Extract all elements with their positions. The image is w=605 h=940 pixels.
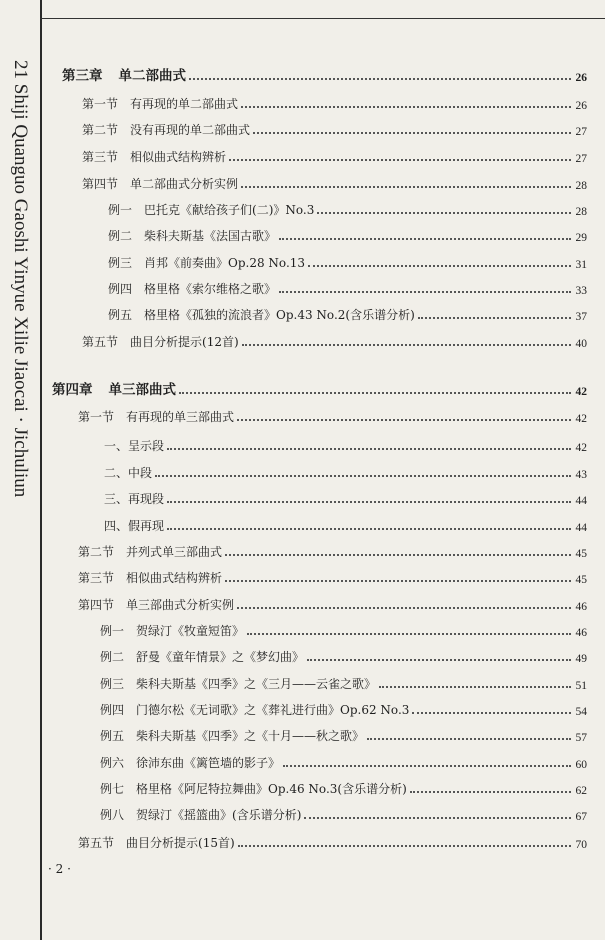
- toc-entry-number: 第二节: [82, 123, 119, 137]
- page-number: · 2 ·: [48, 862, 71, 876]
- toc-entry-section: [82, 118, 587, 138]
- toc-entry-number: 例四: [108, 282, 133, 296]
- toc-entry-title: 中段: [128, 466, 153, 480]
- toc-entry-title: 巴托克《献给孩子们(二)》No.3: [144, 203, 315, 217]
- toc-entry-page: 44: [575, 522, 587, 534]
- toc-entry-title: 格里格《索尔维格之歌》: [144, 282, 277, 296]
- toc-entry-title: 单三部曲式分析实例: [126, 598, 235, 612]
- toc-entry-example: [100, 619, 587, 639]
- toc-entry-page: 37: [575, 311, 587, 323]
- toc-entry-example: [108, 224, 587, 244]
- toc-entry-sub: [104, 514, 587, 534]
- toc-entry-number: 第三节: [78, 571, 115, 585]
- toc-entry-section: [82, 145, 587, 165]
- dot-leader: [283, 764, 571, 767]
- toc-entry-page: 40: [575, 338, 587, 350]
- toc-entry-number: 第五节: [82, 335, 119, 349]
- toc-entry-number: 例六: [100, 756, 125, 770]
- toc-entry-title: 并列式单三部曲式: [126, 545, 223, 559]
- toc-entry-page: 42: [575, 413, 587, 425]
- toc-entry-example: [100, 645, 587, 665]
- toc-entry-page: 42: [575, 442, 587, 454]
- toc-entry-page: 28: [575, 206, 587, 218]
- toc-entry-section: [78, 566, 587, 586]
- toc-entry-number: 第四节: [82, 177, 119, 191]
- dot-leader: [237, 606, 571, 609]
- toc-entry-number: 二、: [104, 466, 129, 480]
- toc-entry-number: 三、: [104, 492, 129, 506]
- dot-leader: [379, 685, 571, 688]
- toc-entry-page: 42: [575, 386, 587, 398]
- dot-leader: [179, 391, 571, 394]
- dot-leader: [242, 343, 571, 346]
- toc-entry-number: 第一节: [78, 410, 115, 424]
- toc-entry-title: 相似曲式结构辨析: [126, 571, 223, 585]
- series-spine-title: 21 Shiji Quanguo Gaoshi Yinyue Xilie Jiaocai · Jichuliun: [10, 60, 31, 498]
- toc-entry-example: [100, 777, 587, 797]
- dot-leader: [367, 737, 571, 740]
- toc-entry-example: [100, 751, 587, 771]
- toc-entry-page: 54: [575, 706, 587, 718]
- toc-entry-section: [78, 405, 587, 425]
- toc-entry-page: 33: [575, 285, 587, 297]
- toc-entry-title: 徐沛东曲《篱笆墙的影子》: [136, 756, 281, 770]
- toc-entry-example: [108, 303, 587, 323]
- dot-leader: [304, 816, 571, 819]
- toc-entry-number: 例八: [100, 808, 125, 822]
- dot-leader: [279, 290, 571, 293]
- toc-entry-section: [82, 92, 587, 112]
- toc-entry-title: 单三部曲式: [108, 382, 176, 398]
- dot-leader: [412, 711, 571, 714]
- dot-leader: [410, 790, 571, 793]
- toc-entry-title: 相似曲式结构辨析: [130, 150, 227, 164]
- dot-leader: [307, 658, 571, 661]
- toc-entry-page: 51: [575, 680, 587, 692]
- toc-entry-page: 29: [575, 232, 587, 244]
- toc-entry-page: 44: [575, 495, 587, 507]
- toc-entry-number: 例五: [108, 308, 133, 322]
- toc-entry-title: 门德尔松《无词歌》之《葬礼进行曲》Op.62 No.3: [136, 703, 410, 717]
- toc-entry-number: 例七: [100, 782, 125, 796]
- toc-entry-sub: [104, 434, 587, 454]
- toc-entry-title: 柴科夫斯基《四季》之《十月——秋之歌》: [136, 729, 365, 743]
- margin-rule: [40, 0, 42, 940]
- toc-entry-title: 再现段: [128, 492, 165, 506]
- dot-leader: [279, 237, 571, 240]
- toc-entry-page: 45: [575, 548, 587, 560]
- toc-entry-sub: [104, 461, 587, 481]
- toc-entry-chapter: [62, 64, 587, 84]
- toc-entry-page: 31: [575, 259, 587, 271]
- toc-entry-page: 43: [575, 469, 587, 481]
- toc-entry-example: [100, 803, 587, 823]
- toc-entry-page: 45: [575, 574, 587, 586]
- toc-entry-number: 例四: [100, 703, 125, 717]
- toc-entry-sub: [104, 487, 587, 507]
- top-rule: [40, 18, 605, 19]
- toc-entry-page: 67: [575, 811, 587, 823]
- toc-entry-example: [100, 698, 587, 718]
- toc-entry-title: 舒曼《童年情景》之《梦幻曲》: [136, 650, 305, 664]
- dot-leader: [167, 527, 571, 530]
- toc-entry-example: [108, 198, 587, 218]
- toc-entry-page: 60: [575, 759, 587, 771]
- toc-entry-example: [108, 251, 587, 271]
- toc-entry-page: 26: [575, 100, 587, 112]
- dot-leader: [317, 211, 571, 214]
- toc-entry-number: 第五节: [78, 836, 115, 850]
- dot-leader: [225, 553, 571, 556]
- toc-entry-title: 单二部曲式: [118, 68, 186, 84]
- toc-entry-title: 曲目分析提示(12首): [130, 335, 239, 349]
- dot-leader: [241, 105, 571, 108]
- toc-entry-title: 有再现的单三部曲式: [126, 410, 235, 424]
- toc-entry-number: 第三章: [62, 68, 103, 84]
- dot-leader: [418, 316, 571, 319]
- toc-entry-page: 28: [575, 180, 587, 192]
- toc-entry-title: 格里格《阿尼特拉舞曲》Op.46 No.3(含乐谱分析): [136, 782, 407, 796]
- toc-entry-title: 柴科夫斯基《法国古歌》: [144, 229, 277, 243]
- toc-entry-page: 62: [575, 785, 587, 797]
- toc-entry-number: 第四章: [52, 382, 93, 398]
- toc-entry-title: 呈示段: [128, 439, 165, 453]
- dot-leader: [253, 131, 571, 134]
- dot-leader: [241, 185, 571, 188]
- toc-entry-title: 贺绿汀《牧童短笛》: [136, 624, 245, 638]
- toc-entry-page: 70: [575, 839, 587, 851]
- toc-entry-page: 26: [575, 72, 587, 84]
- toc-entry-title: 假再现: [128, 519, 165, 533]
- toc-entry-number: 例二: [100, 650, 125, 664]
- toc-entry-number: 一、: [104, 439, 129, 453]
- toc-entry-page: 57: [575, 732, 587, 744]
- toc-entry-number: 第三节: [82, 150, 119, 164]
- dot-leader: [155, 474, 571, 477]
- toc-entry-number: 第四节: [78, 598, 115, 612]
- toc-entry-number: 四、: [104, 519, 129, 533]
- dot-leader: [189, 77, 571, 80]
- toc-entry-number: 例二: [108, 229, 133, 243]
- dot-leader: [237, 418, 571, 421]
- toc-entry-number: 例一: [108, 203, 133, 217]
- toc-entry-page: 27: [575, 153, 587, 165]
- toc-entry-page: 46: [575, 601, 587, 613]
- toc-entry-title: 格里格《孤独的流浪者》Op.43 No.2(含乐谱分析): [144, 308, 415, 322]
- toc-entry-number: 例一: [100, 624, 125, 638]
- dot-leader: [167, 447, 571, 450]
- toc-entry-number: 第二节: [78, 545, 115, 559]
- dot-leader: [247, 632, 571, 635]
- toc-entry-section: [78, 593, 587, 613]
- toc-entry-chapter: [52, 378, 587, 398]
- toc-entry-page: 27: [575, 126, 587, 138]
- toc-entry-number: 例三: [108, 256, 133, 270]
- dot-leader: [238, 844, 571, 847]
- toc-entry-section: [78, 831, 587, 851]
- toc-entry-section: [82, 172, 587, 192]
- toc-entry-example: [108, 277, 587, 297]
- toc-entry-page: 49: [575, 653, 587, 665]
- toc-entry-title: 曲目分析提示(15首): [126, 836, 235, 850]
- toc-entry-title: 有再现的单二部曲式: [130, 97, 239, 111]
- toc-entry-section: [82, 330, 587, 350]
- toc-entry-title: 贺绿汀《摇篮曲》(含乐谱分析): [136, 808, 302, 822]
- toc-entry-title: 肖邦《前奏曲》Op.28 No.13: [144, 256, 306, 270]
- dot-leader: [167, 500, 571, 503]
- toc-entry-title: 单二部曲式分析实例: [130, 177, 239, 191]
- toc-entry-number: 第一节: [82, 97, 119, 111]
- dot-leader: [225, 579, 571, 582]
- toc-entry-title: 柴科夫斯基《四季》之《三月——云雀之歌》: [136, 677, 377, 691]
- toc-entry-number: 例五: [100, 729, 125, 743]
- toc-entry-page: 46: [575, 627, 587, 639]
- dot-leader: [308, 264, 571, 267]
- toc-entry-example: [100, 724, 587, 744]
- toc-entry-section: [78, 540, 587, 560]
- toc-entry-number: 例三: [100, 677, 125, 691]
- dot-leader: [229, 158, 571, 161]
- toc-entry-title: 没有再现的单二部曲式: [130, 123, 251, 137]
- toc-entry-example: [100, 672, 587, 692]
